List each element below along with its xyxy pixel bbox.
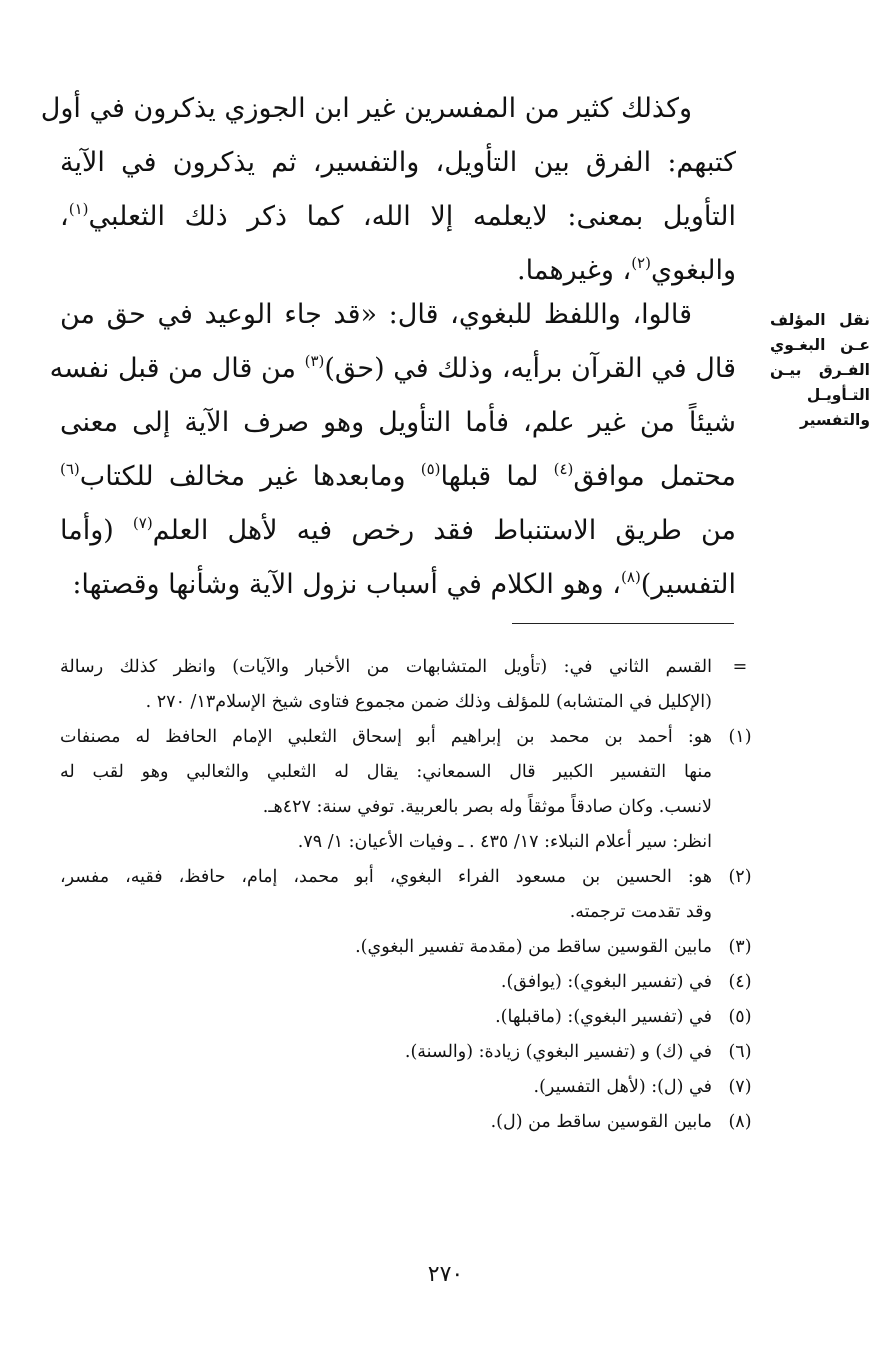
page-number: ٢٧٠ (427, 1262, 464, 1287)
footnote-line: مابين القوسين ساقط من (ل). (490, 1112, 712, 1132)
footnote-line: مابين القوسين ساقط من (مقدمة تفسير البغوي). (355, 937, 712, 957)
footnote-number: (٣) (728, 937, 752, 957)
text-run: من قال من قبل نفسه (49, 353, 305, 384)
text-line: قالوا، واللفظ للبغوي، قال: «قد جاء الوعيد في حق من (60, 299, 692, 330)
footnote-3 (60, 930, 760, 965)
footnote-line: هو: الحسين بن مسعود الفراء البغوي، أبو محمد، إمام، حافظ، فقيه، مفسر، (60, 867, 712, 887)
footnote-line: في (تفسير البغوي): (ماقبلها). (495, 1007, 712, 1027)
footnote-text (60, 1035, 712, 1070)
footnote-text (60, 860, 712, 930)
text-line: كتبهم: الفرق بين التأويل، والتفسير، ثم يذكرون في الآية (60, 147, 736, 178)
text-run: (وأما (60, 515, 133, 546)
footnote-ref[interactable]: (٣) (304, 352, 325, 370)
footnote-number: (٨) (728, 1112, 752, 1132)
footnote-ref[interactable]: (٨) (621, 568, 641, 586)
footnote-line: لانسب. وكان صادقاً موثقاً وله بصر بالعربية. توفي سنة: ٤٢٧هـ. (262, 797, 712, 817)
footnote-text (60, 1105, 712, 1140)
text-run: من طريق الاستنباط فقد رخص فيه لأهل العلم (152, 515, 736, 546)
footnote-line: هو: أحمد بن محمد بن إبراهيم أبو إسحاق الثعلبي الإمام الحافظ له مصنفات (60, 727, 712, 747)
margin-note-line: عـن البغـوي (770, 336, 870, 354)
footnotes (60, 650, 760, 1140)
margin-note (770, 308, 870, 433)
footnote-text (60, 1000, 712, 1035)
main-paragraph-1 (40, 82, 736, 298)
footnote-ref[interactable]: (٢) (631, 254, 651, 272)
footnote-line: انظر: سير أعلام النبلاء: ١٧/ ٤٣٥ . ـ وفيات الأعيان: ١/ ٧٩. (297, 832, 712, 852)
footnote-ref[interactable]: (٤) (553, 460, 574, 478)
footnote-text (60, 930, 712, 965)
footnote-1 (60, 720, 760, 860)
footnote-text (60, 1070, 712, 1105)
text-line: وكذلك كثير من المفسرين غير ابن الجوزي يذكرون في أول (40, 93, 692, 124)
footnote-ref[interactable]: (١) (68, 200, 89, 218)
footnote-number: (٢) (728, 867, 752, 887)
footnote-text (60, 965, 712, 1000)
footnote-8 (60, 1105, 760, 1140)
margin-note-line: نقل المؤلف (770, 311, 870, 329)
footnote-text (60, 650, 712, 720)
text-run: ومابعدها غير مخالف للكتاب (79, 461, 421, 492)
text-line (49, 342, 736, 396)
text-run: لما قبلها (440, 461, 554, 492)
text-run: ، وغيرهما. (517, 255, 632, 286)
footnote-separator (512, 623, 734, 624)
footnote-number: (٦) (728, 1042, 752, 1062)
margin-note-line: التـأويـل (806, 386, 870, 404)
text-run: محتمل موافق (573, 461, 737, 492)
footnote-text (60, 720, 712, 860)
margin-note-line: والتفسير (800, 411, 870, 429)
text-run: ، وهو الكلام في أسباب نزول الآية وشأنها وقصتها: (72, 569, 622, 600)
footnote-ref[interactable]: (٧) (132, 514, 153, 532)
footnote-line: القسم الثاني في: (تأويل المتشابهات من الأخبار والآيات) وانظر كذلك رسالة (60, 657, 712, 677)
footnote-number: (٧) (728, 1077, 752, 1097)
footnote-5 (60, 1000, 760, 1035)
text-line: شيئاً من غير علم، فأما التأويل وهو صرف الآية إلى معنى (60, 407, 736, 438)
text-line (60, 450, 736, 504)
text-run: قال في القرآن برأيه، وذلك في (حق) (324, 353, 736, 384)
text-run: التأويل بمعنى: لايعلمه إلا الله، كما ذكر ذلك الثعلبي (88, 201, 736, 232)
footnote-continued (60, 650, 760, 720)
footnote-line: في (ك) و (تفسير البغوي) زيادة: (والسنة). (404, 1042, 712, 1062)
text-run: التفسير) (640, 569, 736, 600)
footnote-line: في (ل): (لأهل التفسير). (533, 1077, 712, 1097)
margin-note-line: الفـرق بيـن (770, 361, 870, 379)
footnote-7 (60, 1070, 760, 1105)
footnote-ref[interactable]: (٦) (60, 460, 80, 478)
footnote-ref[interactable]: (٥) (420, 460, 441, 478)
footnote-line: منها التفسير الكبير قال السمعاني: يقال له الثعلبي والثعالبي وهو لقب له (60, 762, 712, 782)
footnote-marker: = (732, 657, 748, 677)
footnote-number: (٥) (728, 1007, 752, 1027)
footnote-number: (١) (728, 727, 752, 747)
text-line (60, 504, 736, 558)
text-run: ، (60, 201, 69, 232)
text-line (60, 558, 736, 612)
footnote-6 (60, 1035, 760, 1070)
footnote-line: (الإكليل في المتشابه) للمؤلف وذلك ضمن مجموع فتاوى شيخ الإسلام١٣/ ٢٧٠ . (145, 692, 712, 712)
footnote-number: (٤) (728, 972, 752, 992)
main-paragraph-2 (49, 288, 737, 612)
footnote-4 (60, 965, 760, 1000)
text-run: والبغوي (650, 255, 736, 286)
footnote-line: وقد تقدمت ترجمته. (569, 902, 712, 922)
footnote-line: في (تفسير البغوي): (يوافق). (500, 972, 712, 992)
footnote-2 (60, 860, 760, 930)
text-line (60, 190, 736, 244)
